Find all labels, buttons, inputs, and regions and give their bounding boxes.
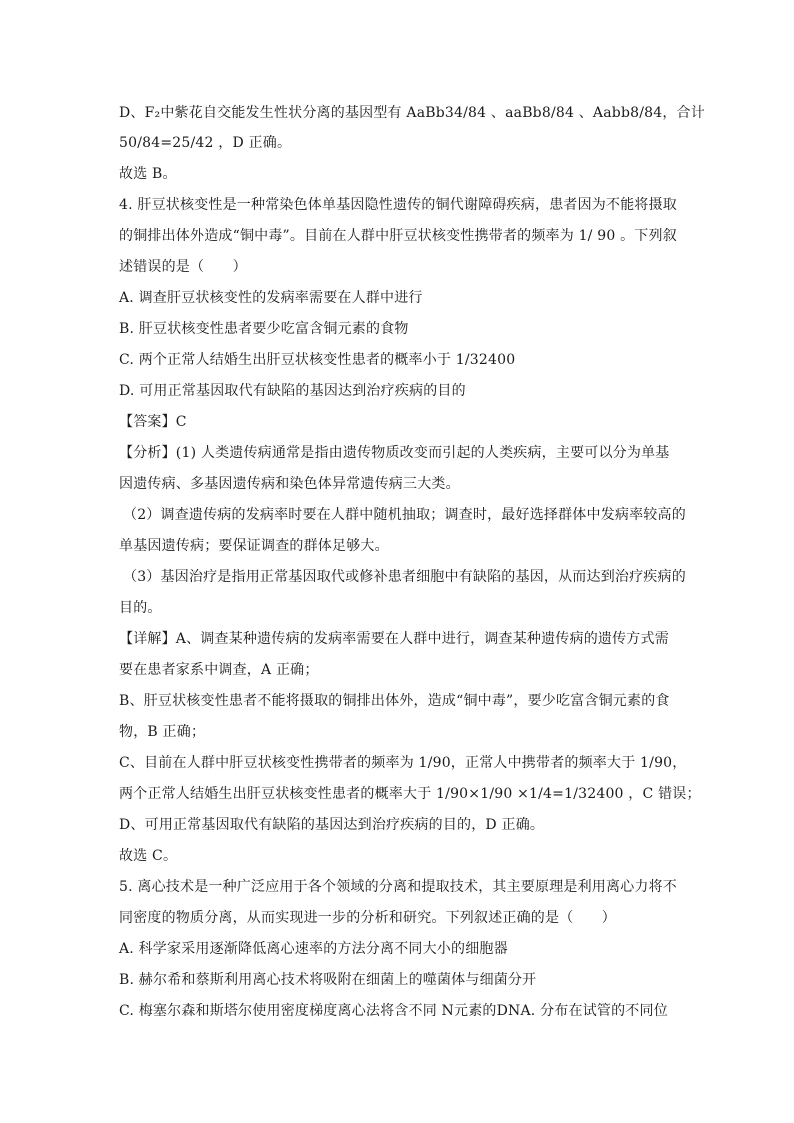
text-line: 50/84=25/42 ，D 正确。 (119, 135, 292, 151)
analysis-text: 目的。 (119, 600, 162, 616)
option-a: A. 科学家采用逐渐降低离心速率的方法分离不同大小的细胞器 (119, 941, 508, 957)
analysis-text: （3）基因治疗是指用正常基因取代或修补患者细胞中有缺陷的基因，从而达到治疗疾病的 (123, 569, 686, 585)
detail-text: 要在患者家系中调查，A 正确； (119, 662, 319, 678)
analysis-text: 因遗传病、多基因遗传病和染色体异常遗传病三大类。 (119, 476, 460, 492)
question-4-stem: 4. 肝豆状核变性是一种常染色体单基因隐性遗传的铜代谢障碍疾病，患者因为不能将摄取 (119, 197, 678, 213)
option-c: C. 梅塞尔森和斯塔尔使用密度梯度离心法将含不同 N元素的DNA. 分布在试管的不同位 (119, 1003, 668, 1019)
question-4-stem: 的铜排出体外造成“铜中毒”。目前在人群中肝豆状核变性携带者的频率为 1/ 90 。下列叙 (119, 228, 677, 244)
question-5-stem: 同密度的物质分离，从而实现进一步的分析和研究。下列叙述正确的是（ ） (119, 910, 616, 926)
detail-text: D、可用正常基因取代有缺陷的基因达到治疗疾病的目的，D 正确。 (119, 817, 545, 833)
detail-text: 两个正常人结婚生出肝豆状核变性患者的概率大于 1/90×1/90 ×1/4=1/32400 ，C 错误； (119, 786, 701, 802)
answer-label: 【答案】C (119, 414, 187, 430)
question-5-stem: 5. 离心技术是一种广泛应用于各个领域的分离和提取技术，其主要原理是利用离心力将不 (119, 879, 678, 895)
analysis-text: 【分析】(1) 人类遗传病通常是指由遗传物质改变而引起的人类疾病，主要可以分为单基 (119, 445, 670, 461)
text-line: 故选 C。 (119, 848, 178, 864)
text-line: D、F₂中紫花自交能发生性状分离的基因型有 AaBb34/84 、aaBb8/84 、Aabb8/84，合计 (119, 105, 705, 121)
question-4-stem: 述错误的是（ ） (119, 259, 247, 275)
detail-text: C、目前在人群中肝豆状核变性携带者的频率为 1/90，正常人中携带者的频率大于 1/90， (119, 755, 687, 771)
detail-text: 物，B 正确； (119, 724, 206, 740)
option-c: C. 两个正常人结婚生出肝豆状核变性患者的概率小于 1/32400 (119, 352, 516, 368)
detail-text: 【详解】A、调查某种遗传病的发病率需要在人群中进行，调查某种遗传病的遗传方式需 (119, 631, 669, 647)
option-b: B. 赫尔希和蔡斯利用离心技术将吸附在细菌上的噬菌体与细菌分开 (119, 972, 537, 988)
detail-text: B、肝豆状核变性患者不能将摄取的铜排出体外，造成“铜中毒”，要少吃富含铜元素的食 (119, 693, 670, 709)
option-a: A. 调查肝豆状核变性的发病率需要在人群中进行 (119, 290, 423, 306)
text-line: 故选 B。 (119, 166, 177, 182)
option-d: D. 可用正常基因取代有缺陷的基因达到治疗疾病的目的 (119, 383, 466, 399)
option-b: B. 肝豆状核变性患者要少吃富含铜元素的食物 (119, 321, 409, 337)
analysis-text: （2）调查遗传病的发病率时要在人群中随机抽取；调查时，最好选择群体中发病率较高的 (123, 507, 686, 523)
analysis-text: 单基因遗传病；要保证调查的群体足够大。 (119, 538, 389, 554)
